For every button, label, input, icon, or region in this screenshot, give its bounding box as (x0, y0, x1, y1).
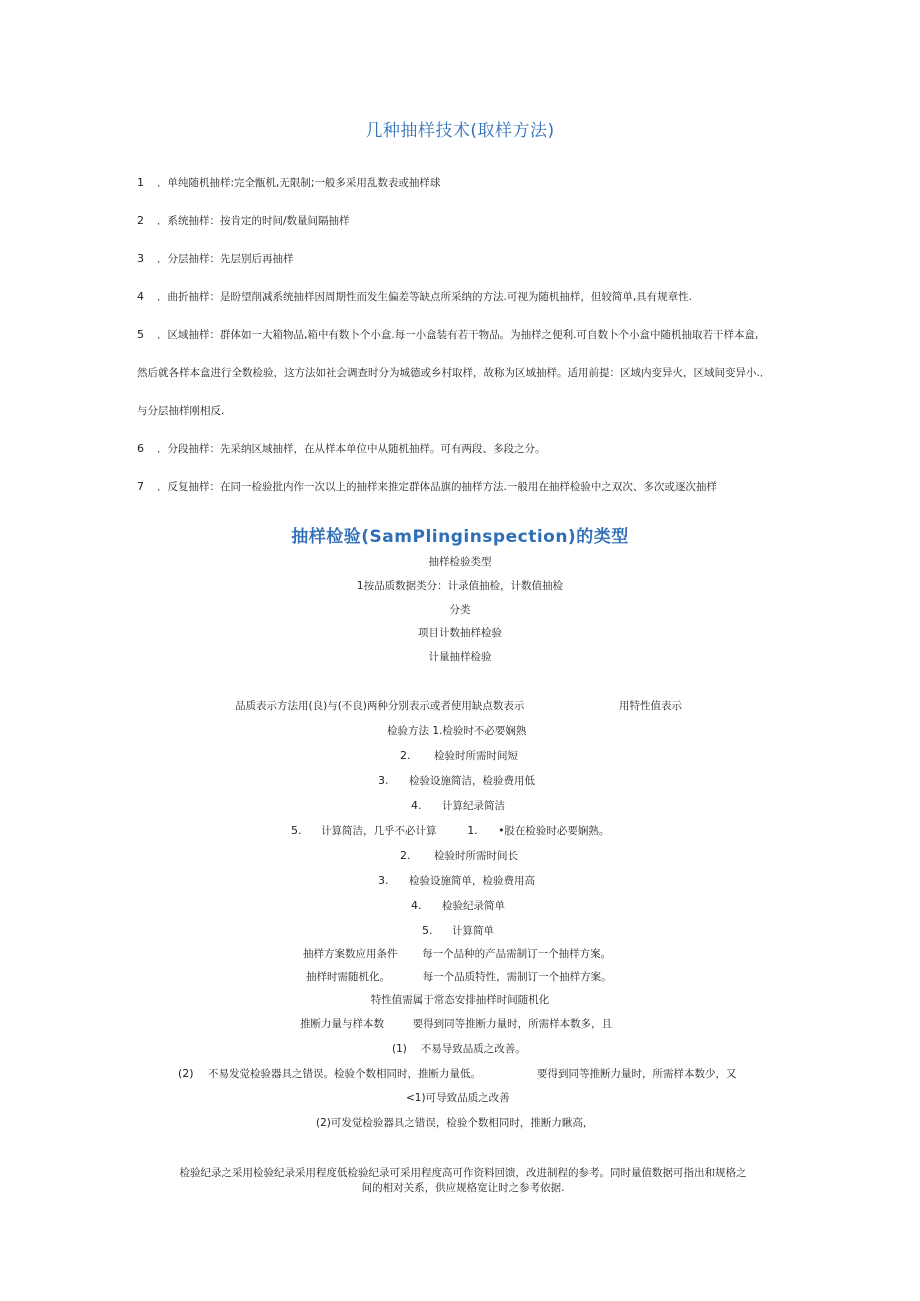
power-point: <1)可导致品质之改善 (406, 1092, 510, 1104)
method-item: 检验设施简单，检验费用高 (409, 875, 535, 887)
list-item (137, 442, 546, 456)
method-number: 3. (378, 774, 389, 787)
method-number: 4. (411, 899, 422, 912)
characteristic-line: 特性值需属于常态安排抽样时间随机化 (370, 994, 550, 1006)
power-point: (1) 不易导致品质之改善。 (392, 1043, 526, 1055)
item-text: ．单纯随机抽样:完全甑机,无限制;一般多采用乱数表或抽样球 (157, 177, 441, 189)
method-line (422, 924, 494, 938)
method-item: 计算纪录简洁 (442, 800, 505, 812)
item-number: 6 (137, 442, 144, 455)
method-line (378, 774, 535, 788)
list-item (137, 252, 294, 266)
variable-sampling-label: 计量抽样检验 (428, 651, 492, 663)
item-text: ．区域抽样：群体如一大箱物品,箱中有数卜个小盒.每一小盒装有若干物品。为抽样之便利.可自数卜个小盒中随机抽取若干样本盒, (157, 329, 759, 341)
power-number: (2) (178, 1067, 194, 1080)
method-item: 1.检验时不必要娴熟 (432, 725, 527, 737)
method-item: 检验设施简洁，检验费用低 (409, 775, 535, 787)
method-number: 2. (400, 849, 411, 862)
item-number: 3 (137, 252, 144, 265)
item-continuation: 然后就各样本盒进行全数检验，这方法如社会调查时分为城德或乡村取样，故称为区域抽样。适用前提：区域内变异火，区域间变异小.． (137, 367, 771, 379)
item-text: ．系统抽样：按肯定的时间/数量间隔抽样 (157, 215, 350, 227)
method-line (378, 874, 535, 888)
plan-condition: 抽样方案数应用条件 (303, 948, 398, 960)
attribute-sampling-label: 项目计数抽样检验 (418, 627, 502, 639)
title-inspection-types: 抽样检验(SamPlinginspection)的类型 (291, 527, 629, 547)
method-item: 计算简单 (452, 925, 494, 937)
method-number: 4. (411, 799, 422, 812)
method-line (411, 799, 505, 813)
classification-line: 1按品质数据类分：计录值抽检，计数值抽检 (356, 580, 564, 592)
plan-attribute: 每一个品种的产品需制订一个抽样方案。 (422, 948, 612, 960)
method-line (400, 849, 518, 863)
power-label: 推断力量与样本数 (300, 1018, 384, 1030)
random-line (306, 970, 612, 984)
method-number: 5. (422, 924, 433, 937)
list-item (137, 328, 758, 342)
method-line (400, 749, 518, 763)
random-condition: 抽样时需随机化。 (306, 971, 390, 983)
method-item: 计算简洁，几乎不必计算 (321, 825, 437, 837)
power-point (178, 1067, 481, 1081)
title-sampling-techniques: 几种抽样技术(取样方法) (365, 121, 555, 141)
record-paragraph: 检验纪录之采用检验纪录采用程度低检验纪录可采用程度高可作资料回馈，改进制程的参考。同时量值数据可指出和规格之间的相对关系，供应规格宽让时之参考依据. (179, 1167, 747, 1194)
types-heading: 抽样检验类型 (428, 556, 492, 568)
list-item (137, 290, 692, 304)
list-item (137, 480, 717, 494)
quality-representation-variable: 用特性值表示 (619, 700, 682, 712)
power-point: (2)可发觉检验器具之错误，检验个数相同时，推断力瞅高， (316, 1117, 594, 1129)
item-number: 1 (137, 176, 144, 189)
method-item: •股在检验时必要娴熟。 (498, 825, 610, 837)
power-line (300, 1017, 612, 1031)
category-label: 分类 (449, 604, 471, 616)
power-attribute: 要得到同等推断力量时，所需样本数多，且 (412, 1018, 613, 1030)
method-number: 5. (291, 824, 302, 837)
item-number: 5 (137, 328, 144, 341)
plan-line (303, 947, 611, 961)
method-item: 检验时所需时间长 (434, 850, 518, 862)
quality-representation-attribute: 品质表示方法用(良)与(不良)两种分别表示或者使用缺点数表示 (235, 700, 525, 712)
method-line (387, 724, 526, 738)
item-text: ．分段抽样：先采纳区域抽样，在从样本单位中从随机抽样。可有两段、多段之分。 (157, 443, 546, 455)
item-continuation: 与分层抽样刚相反. (137, 405, 225, 417)
item-number: 7 (137, 480, 144, 493)
power-text: 不易发觉检验器具之错误。检验个数相同时，推断力量低。 (208, 1068, 481, 1080)
random-variable: 每一个品质特性，需制订一个抽样方案。 (422, 971, 612, 983)
item-text: ．曲折抽样：是盼望削减系统抽样因周期性而发生偏差等缺点所采纳的方法.可视为随机抽样，但较简单,具有规章性. (157, 291, 693, 303)
method-number: 1. (467, 824, 478, 837)
method-line (411, 899, 505, 913)
item-number: 2 (137, 214, 144, 227)
power-variable-text: 要得到同等推断力量时，所需样本数少，又 (537, 1068, 737, 1080)
item-text: ．分层抽样：先层别后再抽样 (157, 253, 294, 265)
method-item: 检验时所需时间短 (434, 750, 518, 762)
list-item (137, 176, 440, 190)
item-text: ．反复抽样：在同一检验批内作一次以上的抽样来推定群体品旗的抽样方法.一般用在抽样检验中之双次、多次或逐次抽样 (157, 481, 717, 493)
method-item: 检验纪录简单 (442, 900, 505, 912)
method-number: 2. (400, 749, 411, 762)
method-number: 3. (378, 874, 389, 887)
list-item (137, 214, 350, 228)
item-number: 4 (137, 290, 144, 303)
method-label: 检验方法 (387, 725, 429, 737)
method-line (291, 824, 609, 838)
